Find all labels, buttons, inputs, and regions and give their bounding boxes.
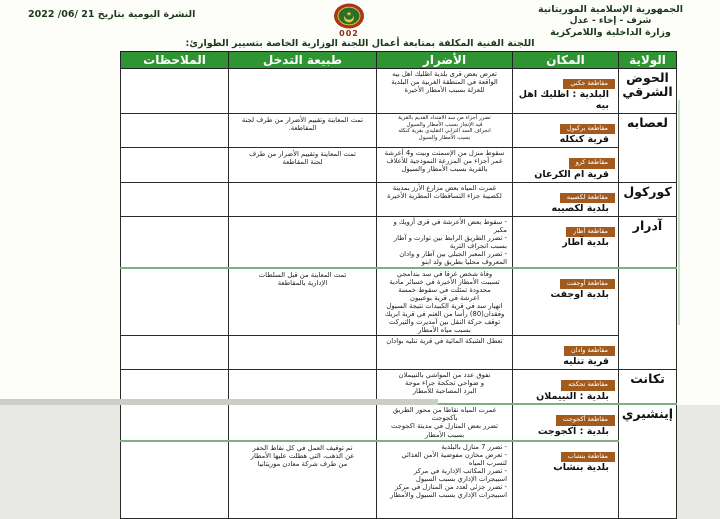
bulletin-number: 002 bbox=[339, 29, 359, 38]
damages-cell: تضرر أجزاء من سد الامتداد القديم بالقرية قيد الإنجاز بسبب الأمطار والسيول انجراف السد الترابي التقليدي بقرية كنكله بسبب الأمطار والسيول bbox=[377, 114, 513, 148]
damages-cell: تعطل الشبكة المائية في قرية تنليه بوادان bbox=[377, 336, 513, 370]
table-row bbox=[121, 336, 677, 370]
table-row bbox=[121, 404, 677, 440]
notes-cell bbox=[121, 404, 229, 440]
notes-cell bbox=[121, 268, 229, 336]
column-header-notes: الملاحظات bbox=[121, 52, 229, 69]
republic-header bbox=[523, 4, 698, 39]
wilaya-cell: لعصابه bbox=[619, 114, 677, 182]
place-name: بلدية : آكجوجت bbox=[537, 425, 609, 437]
place-cell bbox=[513, 114, 619, 148]
table-row bbox=[121, 268, 677, 336]
wilaya-cell bbox=[619, 268, 677, 370]
table-row bbox=[121, 148, 677, 182]
damages-cell: - تضرر 7 منازل بالبلدية - تعرض مخازن مفوضية الأمن الغذائي لتسرب المياه - تضرر المكاتب الإدارية في مركز اسبيجرات الإداري بسبب السيول - تضرر جزئي لعدد من المنازل في مركز اسبيجرات الإداري بسبب السيول والأمطار bbox=[377, 441, 513, 519]
damages-cell: غمرت المياه نقاطا من محور الطريق بآكجوجت تضرر بعض المنازل في مدينة اكجوجت بسبب الأمطار bbox=[377, 404, 513, 440]
wilaya-cell: إينشيري bbox=[619, 404, 677, 518]
place-cell bbox=[513, 336, 619, 370]
district-badge: مقاطعة لكصيبه bbox=[560, 193, 615, 203]
place-name: قرية كنكله bbox=[559, 134, 609, 146]
mauritania-seal-icon bbox=[333, 3, 365, 29]
wilaya-cell: تكانت bbox=[619, 370, 677, 405]
column-header-intervention: طبيعة التدخل bbox=[229, 52, 377, 69]
place-name: قرية ام الكرعان bbox=[534, 168, 609, 180]
intervention-cell: تم توقيف العمل في كل نقاط الحفر عن الذهب، التي هطلت عليها الأمطار من طرف شركة معادن موريتانيا bbox=[229, 441, 377, 519]
intervention-cell: تمت المعاينة من قبل السلطات الإدارية بالمقاطعة bbox=[229, 268, 377, 336]
notes-cell bbox=[121, 69, 229, 114]
wilaya-cell: الحوض الشرقي bbox=[619, 69, 677, 114]
district-badge: مقاطعة تجكجه bbox=[561, 380, 615, 390]
intervention-cell: تمت المعاينة وتقييم الأضرار من طرف لجنة المقاطعة bbox=[229, 148, 377, 182]
district-badge: مقاطعة بنشاب bbox=[561, 452, 615, 462]
intervention-cell bbox=[229, 336, 377, 370]
emergency-table bbox=[120, 51, 677, 519]
notes-cell bbox=[121, 114, 229, 148]
notes-cell bbox=[121, 441, 229, 519]
intervention-cell bbox=[229, 182, 377, 216]
republic-motto: شرف - إخاء - عدل bbox=[569, 15, 652, 26]
table-row bbox=[121, 441, 677, 519]
table-row bbox=[121, 69, 677, 114]
place-name: قرية تنليه bbox=[563, 356, 609, 368]
table-row bbox=[121, 182, 677, 216]
intervention-cell bbox=[229, 404, 377, 440]
column-header-damages: الأضرار bbox=[377, 52, 513, 69]
district-badge: مقاطعة بركيول bbox=[560, 124, 615, 134]
district-badge: مقاطعة كرو bbox=[569, 158, 615, 168]
intervention-cell: تمت المعاينة وتقييم الأضرار من طرف لجنة المقاطعة. bbox=[229, 114, 377, 148]
place-cell bbox=[513, 268, 619, 336]
district-badge: مقاطعة أطار bbox=[566, 227, 615, 237]
table-row bbox=[121, 114, 677, 148]
intervention-cell bbox=[229, 69, 377, 114]
district-badge: مقاطعة أكجوجت bbox=[556, 415, 615, 425]
place-name: بلدية : النييملان bbox=[536, 390, 609, 402]
column-header-wilaya: الولاية bbox=[619, 52, 677, 69]
column-header-place: المكان bbox=[513, 52, 619, 69]
notes-cell bbox=[121, 336, 229, 370]
place-name: بلدية آطار bbox=[562, 237, 609, 249]
place-cell bbox=[513, 182, 619, 216]
place-cell bbox=[513, 404, 619, 440]
notes-cell bbox=[121, 148, 229, 182]
photo-bottom-edge-artifact bbox=[0, 399, 438, 405]
damages-cell: تعرض بعض قرى بلدية اظليك اهل بيه الواقعة في المنطقة الغربية من البلدية للعزلة بسبب الأمطار الأخيرة bbox=[377, 69, 513, 114]
district-badge: مقاطعة وادان bbox=[564, 346, 615, 356]
place-cell bbox=[513, 148, 619, 182]
place-cell bbox=[513, 370, 619, 405]
place-name: بلدية بنشاب bbox=[553, 461, 609, 473]
intervention-cell bbox=[229, 216, 377, 268]
place-name: بلدية لكصيبه bbox=[551, 202, 609, 214]
republic-name: الجمهورية الإسلامية الموريتانية bbox=[538, 4, 683, 15]
photo-green-edge-artifact bbox=[678, 100, 680, 325]
ministry-name: وزارة الداخلية واللامركزية bbox=[550, 27, 671, 39]
bulletin-date: النشرة اليومية بتاريخ 21 /06/ 2022 bbox=[28, 9, 196, 20]
damages-cell: - سقوط بعض الأعرشة في قرى أزويك و مكبر - تضرر الطريق الرابط بين توارت و آطار بسبب انجراف التربة - تضرر المعبر الجبلي بين آطار و وادان المعروف محليا بطريق ولد ابنو bbox=[377, 216, 513, 268]
damages-cell: غمرت المياه بعض مزارع الأرز بمدينة لكصيبة جراء التساقطات المطرية الأخيرة bbox=[377, 182, 513, 216]
table-header-row bbox=[121, 52, 677, 69]
district-badge: مقاطعة جكني bbox=[563, 79, 615, 89]
place-cell bbox=[513, 441, 619, 519]
damages-cell: وفاة شخص غرقا في سد بندامجي تسببت الأمطار الأخيرة في خسائر مادية محدودة تمثلت في سقوط خمسة اعرشة في قرية بوعبيون انهيار سد في قرية الكبيدات نتيجة السيول وفقدان(80) رأسا من الغنم في قرية ابريك توقف حركة النقل بين آمديرت والتيركت بسبب مياه الأمطار bbox=[377, 268, 513, 336]
notes-cell bbox=[121, 216, 229, 268]
table-row bbox=[121, 216, 677, 268]
place-name: البلدية : اظليك اهل بيه bbox=[518, 89, 609, 112]
notes-cell bbox=[121, 182, 229, 216]
place-cell bbox=[513, 69, 619, 114]
wilaya-cell: آدرار bbox=[619, 216, 677, 268]
place-cell bbox=[513, 216, 619, 268]
place-name: بلدية اوجفت bbox=[550, 289, 609, 301]
page-title: اللجنة الفنية المكلفة بمتابعة أعمال اللجنة الوزارية الخاصة بتسيير الطوارئ: bbox=[185, 38, 535, 49]
wilaya-cell: كوركول bbox=[619, 182, 677, 216]
damages-cell: نفوق عدد من المواشي بالنييملان و ضواحي تجكجة جراء موجة البرد المصاحبة للأمطار bbox=[377, 370, 513, 405]
district-badge: مقاطعة أوجفت bbox=[560, 279, 615, 289]
damages-cell: سقوط منزل من الإسمنت وبيت و4 أعرشة غمر أجزاء من المزرعة النموذجية للأعلاف بالقرية بسبب الأمطار والسيول bbox=[377, 148, 513, 182]
